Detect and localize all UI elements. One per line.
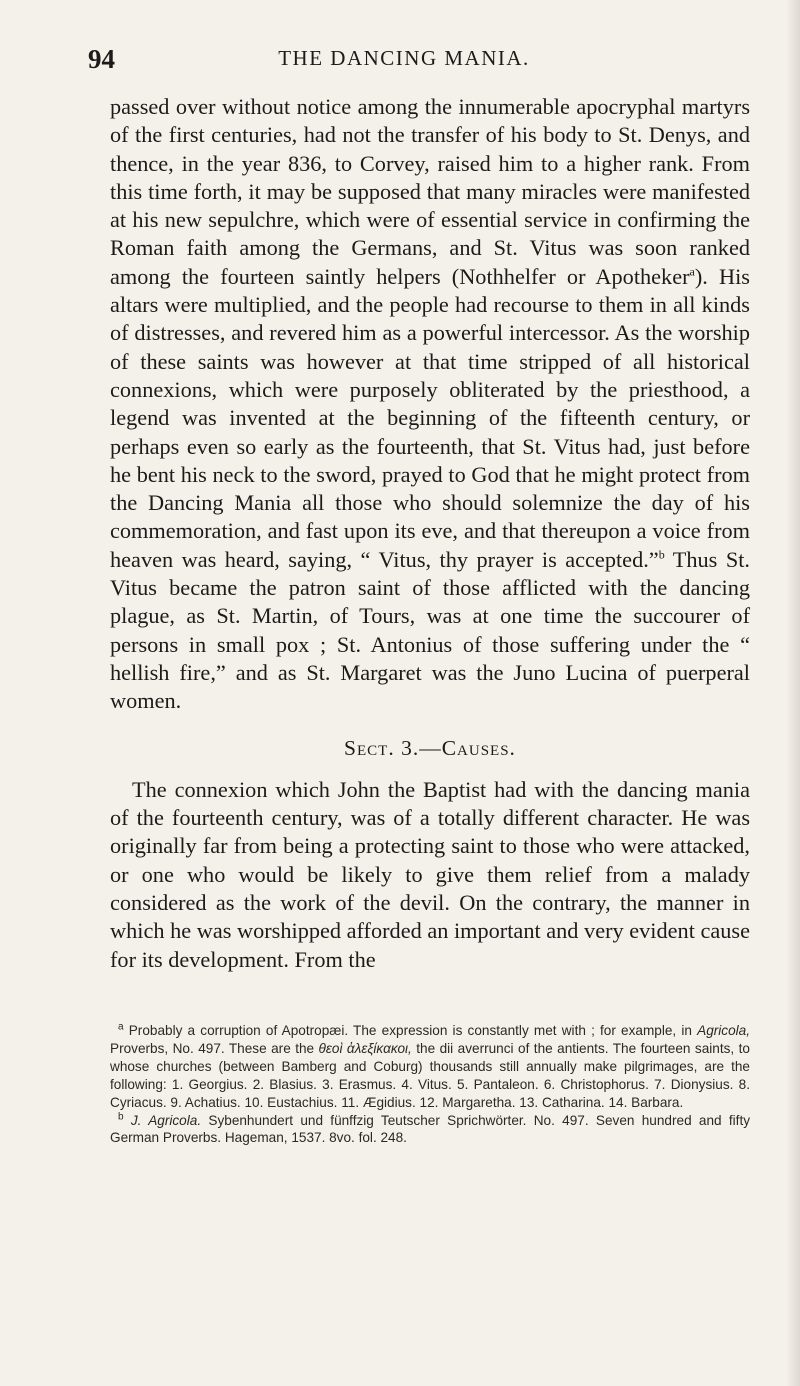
page-edge-shadow bbox=[786, 0, 800, 1386]
footnote-a-mark: a bbox=[118, 1021, 124, 1033]
paragraph-1-text-c: Thus St. Vitus became the patron saint of those afflicted with the dancing plague, as St. Martin, of Tours, was at one time the succourer of persons in small pox ; St. Antonius of those suffering under the “ hellish fire,” and as St. Margaret was the Juno Lucina of puerperal women. bbox=[110, 546, 750, 714]
page-header bbox=[88, 44, 720, 74]
body-text bbox=[110, 93, 750, 974]
footnotes bbox=[110, 1022, 750, 1147]
footnote-ref-a: a bbox=[689, 264, 695, 279]
paragraph-1 bbox=[110, 93, 750, 716]
footnote-b-mark: b bbox=[118, 1111, 124, 1122]
footnote-a-text-3: the dii averrunci of the antients. The fourteen saints, to whose churches (between Bamberg and Coburg) thousands still annually make pilgrimages, are the following: 1. Georgius. 2. Blasius. 3. Erasmus. 4. Vitus. 5. Pantaleon. 6. Christophorus. 7. Dionysius. 8. Cyriacus. 9. Achatius. 10. Eustachius. 11. Ægidius. 12. Margaretha. 13. Catharina. 14. Barbara. bbox=[110, 1040, 750, 1110]
footnote-a-text-1: Probably a corruption of Apotropæi. The expression is constantly met with ; for example, in bbox=[128, 1023, 698, 1038]
footnote-b bbox=[110, 1112, 750, 1148]
paragraph-2: The connexion which John the Baptist had with the dancing mania of the fourteenth century, was of a totally different character. He was originally far from being a protecting saint to those who were attacked, or one who would be likely to give them relief from a malady considered as the work of the devil. On the contrary, the manner in which he was worshipped afforded an important and very evident cause for its development. From the bbox=[110, 776, 750, 972]
footnote-a-text-2: Proverbs, No. 497. These are the bbox=[110, 1040, 319, 1056]
footnote-b-text: Sybenhundert und fünffzig Teutscher Sprichwörter. No. 497. Seven hundred and fifty German Proverbs. Hageman, 1537. 8vo. fol. 248. bbox=[110, 1112, 751, 1146]
running-title: THE DANCING MANIA. bbox=[278, 46, 530, 70]
footnote-a-greek: θεοὶ ἀλεξίκακοι, bbox=[318, 1040, 412, 1056]
section-heading: Sect. 3.—Causes. bbox=[344, 735, 516, 760]
footnote-ref-b: b bbox=[658, 547, 665, 562]
footnote-a-italic: Agricola, bbox=[697, 1023, 751, 1038]
footnote-a bbox=[110, 1022, 750, 1112]
page-number: 94 bbox=[88, 44, 115, 74]
footnote-b-italic: J. Agricola. bbox=[130, 1112, 202, 1128]
paragraph-1-text-b: ). His altars were multiplied, and the people had recourse to them in all kinds of distresses, and revered him as a powerful intercessor. As the worship of these saints was however at that time stripped of all historical connexions, which were purposely obliterated by the priesthood, a legend was invented at the beginning of the fifteenth century, or perhaps even so early as the fourteenth, that St. Vitus had, just before he bent his neck to the sword, prayed to God that he might protect from the Dancing Mania all those who should solemnize the day of his commemoration, and fast upon its eve, and that thereupon a voice from heaven was heard, saying, “ Vitus, thy prayer is accepted.” bbox=[110, 263, 750, 572]
paragraph-1-text-a: passed over without notice among the innumerable apocryphal martyrs of the first centuries, had not the transfer of his body to St. Denys, and thence, in the year 836, to Corvey, raised him to a higher rank. From this time forth, it may be supposed that many miracles were manifested at his new sepulchre, which were of essential service in confirming the Roman faith among the Germans, and St. Vitus was soon ranked among the fourteen saintly helpers (Nothhelfer or Apotheker bbox=[110, 94, 750, 289]
